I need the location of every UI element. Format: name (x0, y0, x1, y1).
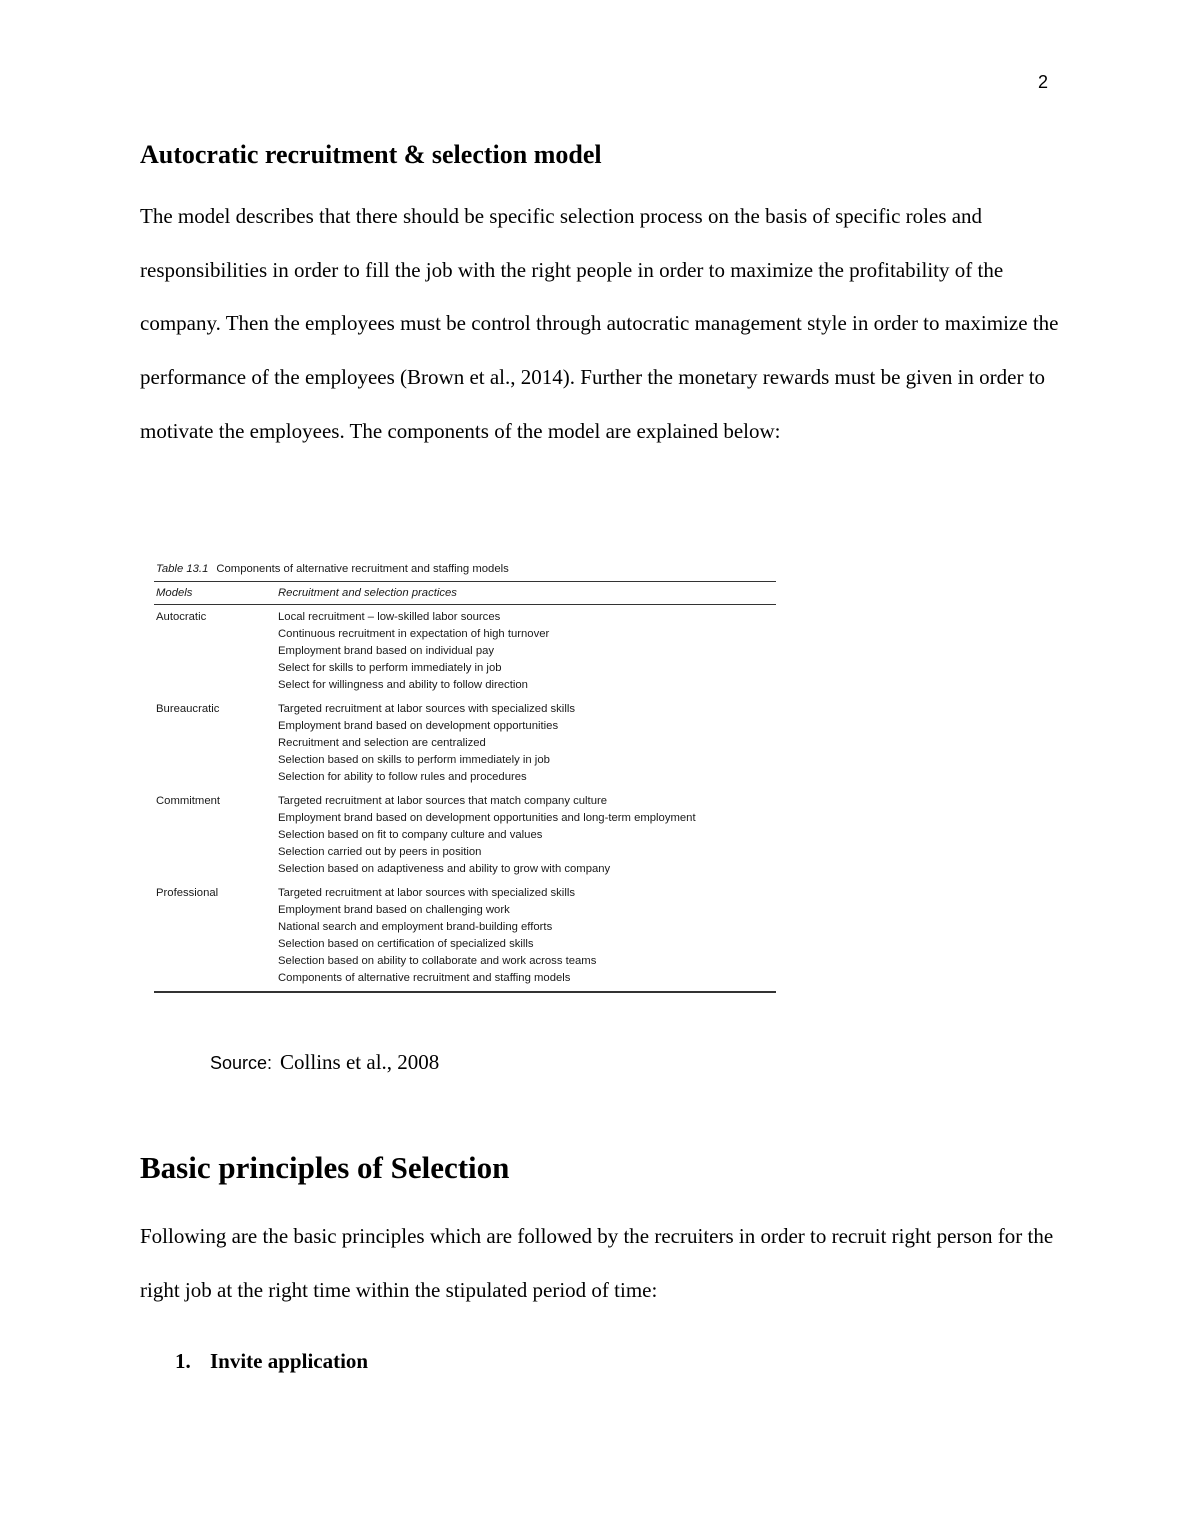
practice-line: Selection based on skills to perform immediately in job (278, 754, 550, 766)
practice-line: Select for skills to perform immediately in job (278, 662, 502, 674)
practice-line: Selection based on adaptiveness and ability to grow with company (278, 863, 611, 875)
practice-line: Selection based on certification of specialized skills (278, 938, 534, 950)
model-name: Commitment (156, 795, 221, 807)
practice-line: Selection carried out by peers in position (278, 846, 482, 858)
list-item (175, 1349, 368, 1374)
section-paragraph-basic-principles: Following are the basic principles which are followed by the recruiters in order to recruit right person for the right job at the right time within the stipulated period of time: (140, 1224, 1054, 1302)
practice-line: Local recruitment – low-skilled labor sources (278, 611, 501, 623)
source-citation: Collins et al., 2008 (280, 1050, 440, 1074)
table-row-group (154, 885, 776, 987)
practice-line: Selection for ability to follow rules and procedures (278, 771, 527, 783)
list-item-text: Invite application (210, 1349, 369, 1373)
practice-line: Recruitment and selection are centralized (278, 737, 486, 749)
practice-line: Select for willingness and ability to follow direction (278, 679, 528, 691)
source-label: Source: (210, 1053, 273, 1073)
practice-line: Selection based on ability to collaborate and work across teams (278, 955, 597, 967)
practice-line: Selection based on fit to company culture and values (278, 829, 543, 841)
table-header-models: Models (156, 587, 193, 599)
page-number: 2 (1038, 72, 1049, 92)
list-item-number: 1. (175, 1349, 191, 1373)
section-heading-autocratic-model: Autocratic recruitment & selection model (140, 140, 602, 169)
section-heading-basic-principles: Basic principles of Selection (140, 1150, 510, 1185)
model-name: Bureaucratic (156, 703, 220, 715)
practice-line: Continuous recruitment in expectation of high turnover (278, 628, 550, 640)
practice-line: Employment brand based on development opportunities (278, 720, 559, 732)
practice-line: Targeted recruitment at labor sources with specialized skills (278, 703, 575, 715)
practice-line: Targeted recruitment at labor sources with specialized skills (278, 887, 575, 899)
practice-line: Components of alternative recruitment and staffing models (278, 972, 571, 984)
table-caption (156, 562, 776, 577)
practice-line: Employment brand based on challenging work (278, 904, 510, 916)
table-row-group (154, 793, 776, 878)
table-bottom-rule (154, 991, 776, 993)
practice-line: National search and employment brand-building efforts (278, 921, 553, 933)
model-name: Autocratic (156, 611, 207, 623)
components-table-image (154, 562, 776, 993)
table-caption-text: Components of alternative recruitment and staffing models (216, 563, 509, 575)
practice-line: Employment brand based on development opportunities and long-term employment (278, 812, 696, 824)
practice-line: Targeted recruitment at labor sources that match company culture (278, 795, 608, 807)
table-header-row (154, 582, 776, 604)
section-paragraph-autocratic-model: The model describes that there should be specific selection process on the basis of specific roles and responsibilities in order to fill the job with the right people in order to maximize the profitability of the company. Then the employees must be control through autocratic management style in order to maximize the performance of the employees (Brown et al., 2014). Further the monetary rewards must be given in order to motivate the employees. The components of the model are explained below: (140, 204, 1059, 443)
table-header-practices: Recruitment and selection practices (278, 587, 457, 599)
table-label: Table 13.1 (156, 563, 209, 575)
table-row-group (154, 701, 776, 786)
table-header-rule (154, 604, 776, 605)
model-name: Professional (156, 887, 219, 899)
practice-line: Employment brand based on individual pay (278, 645, 495, 657)
table-row-group (154, 609, 776, 694)
table-source (210, 1050, 439, 1075)
